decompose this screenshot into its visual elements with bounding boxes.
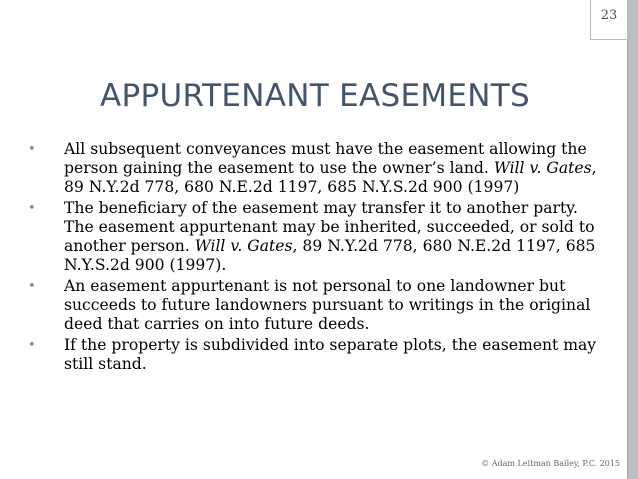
page-number: 23 (600, 8, 618, 23)
case-name: Will v. Gates (194, 237, 293, 255)
slide-title: APPURTENANT EASEMENTS (100, 78, 530, 114)
right-edge-bar (628, 0, 638, 479)
copyright-footer: © Adam Leitman Bailey, P.C. 2015 (481, 459, 620, 468)
bullet-marker: • (28, 142, 36, 157)
bullet-item (28, 140, 608, 197)
bullet-marker: • (28, 338, 36, 353)
bullet-marker: • (28, 201, 36, 216)
bullet-text: An easement appurtenant is not personal to one landowner but succeeds to future landowners pursuant to writings in the original deed that carries on into future deeds. (64, 277, 591, 333)
bullet-text: If the property is subdivided into separate plots, the easement may still stand. (64, 336, 597, 373)
case-name: Will v. Gates (493, 159, 592, 177)
bullet-item (28, 336, 608, 374)
bullet-text: All subsequent conveyances must have the easement allowing the person gaining the easement to use the owner’s land. Will v. Gates, 89 N.Y.2d 778, 680 N.E.2d 1197, 685 N.Y.S.2d 900 (1997) (64, 140, 597, 196)
bullet-text: The beneficiary of the easement may transfer it to another party. The easement appurtenant may be inherited, succeeded, or sold to another person. Will v. Gates, 89 N.Y.2d 778, 680 N.E.2d 1197, 685 N.Y.S.2d 900 (1997). (64, 199, 596, 274)
bullet-marker: • (28, 279, 36, 294)
bullet-item (28, 199, 608, 275)
bullet-list (28, 140, 608, 376)
page-number-tab (590, 0, 628, 40)
bullet-item (28, 277, 608, 334)
